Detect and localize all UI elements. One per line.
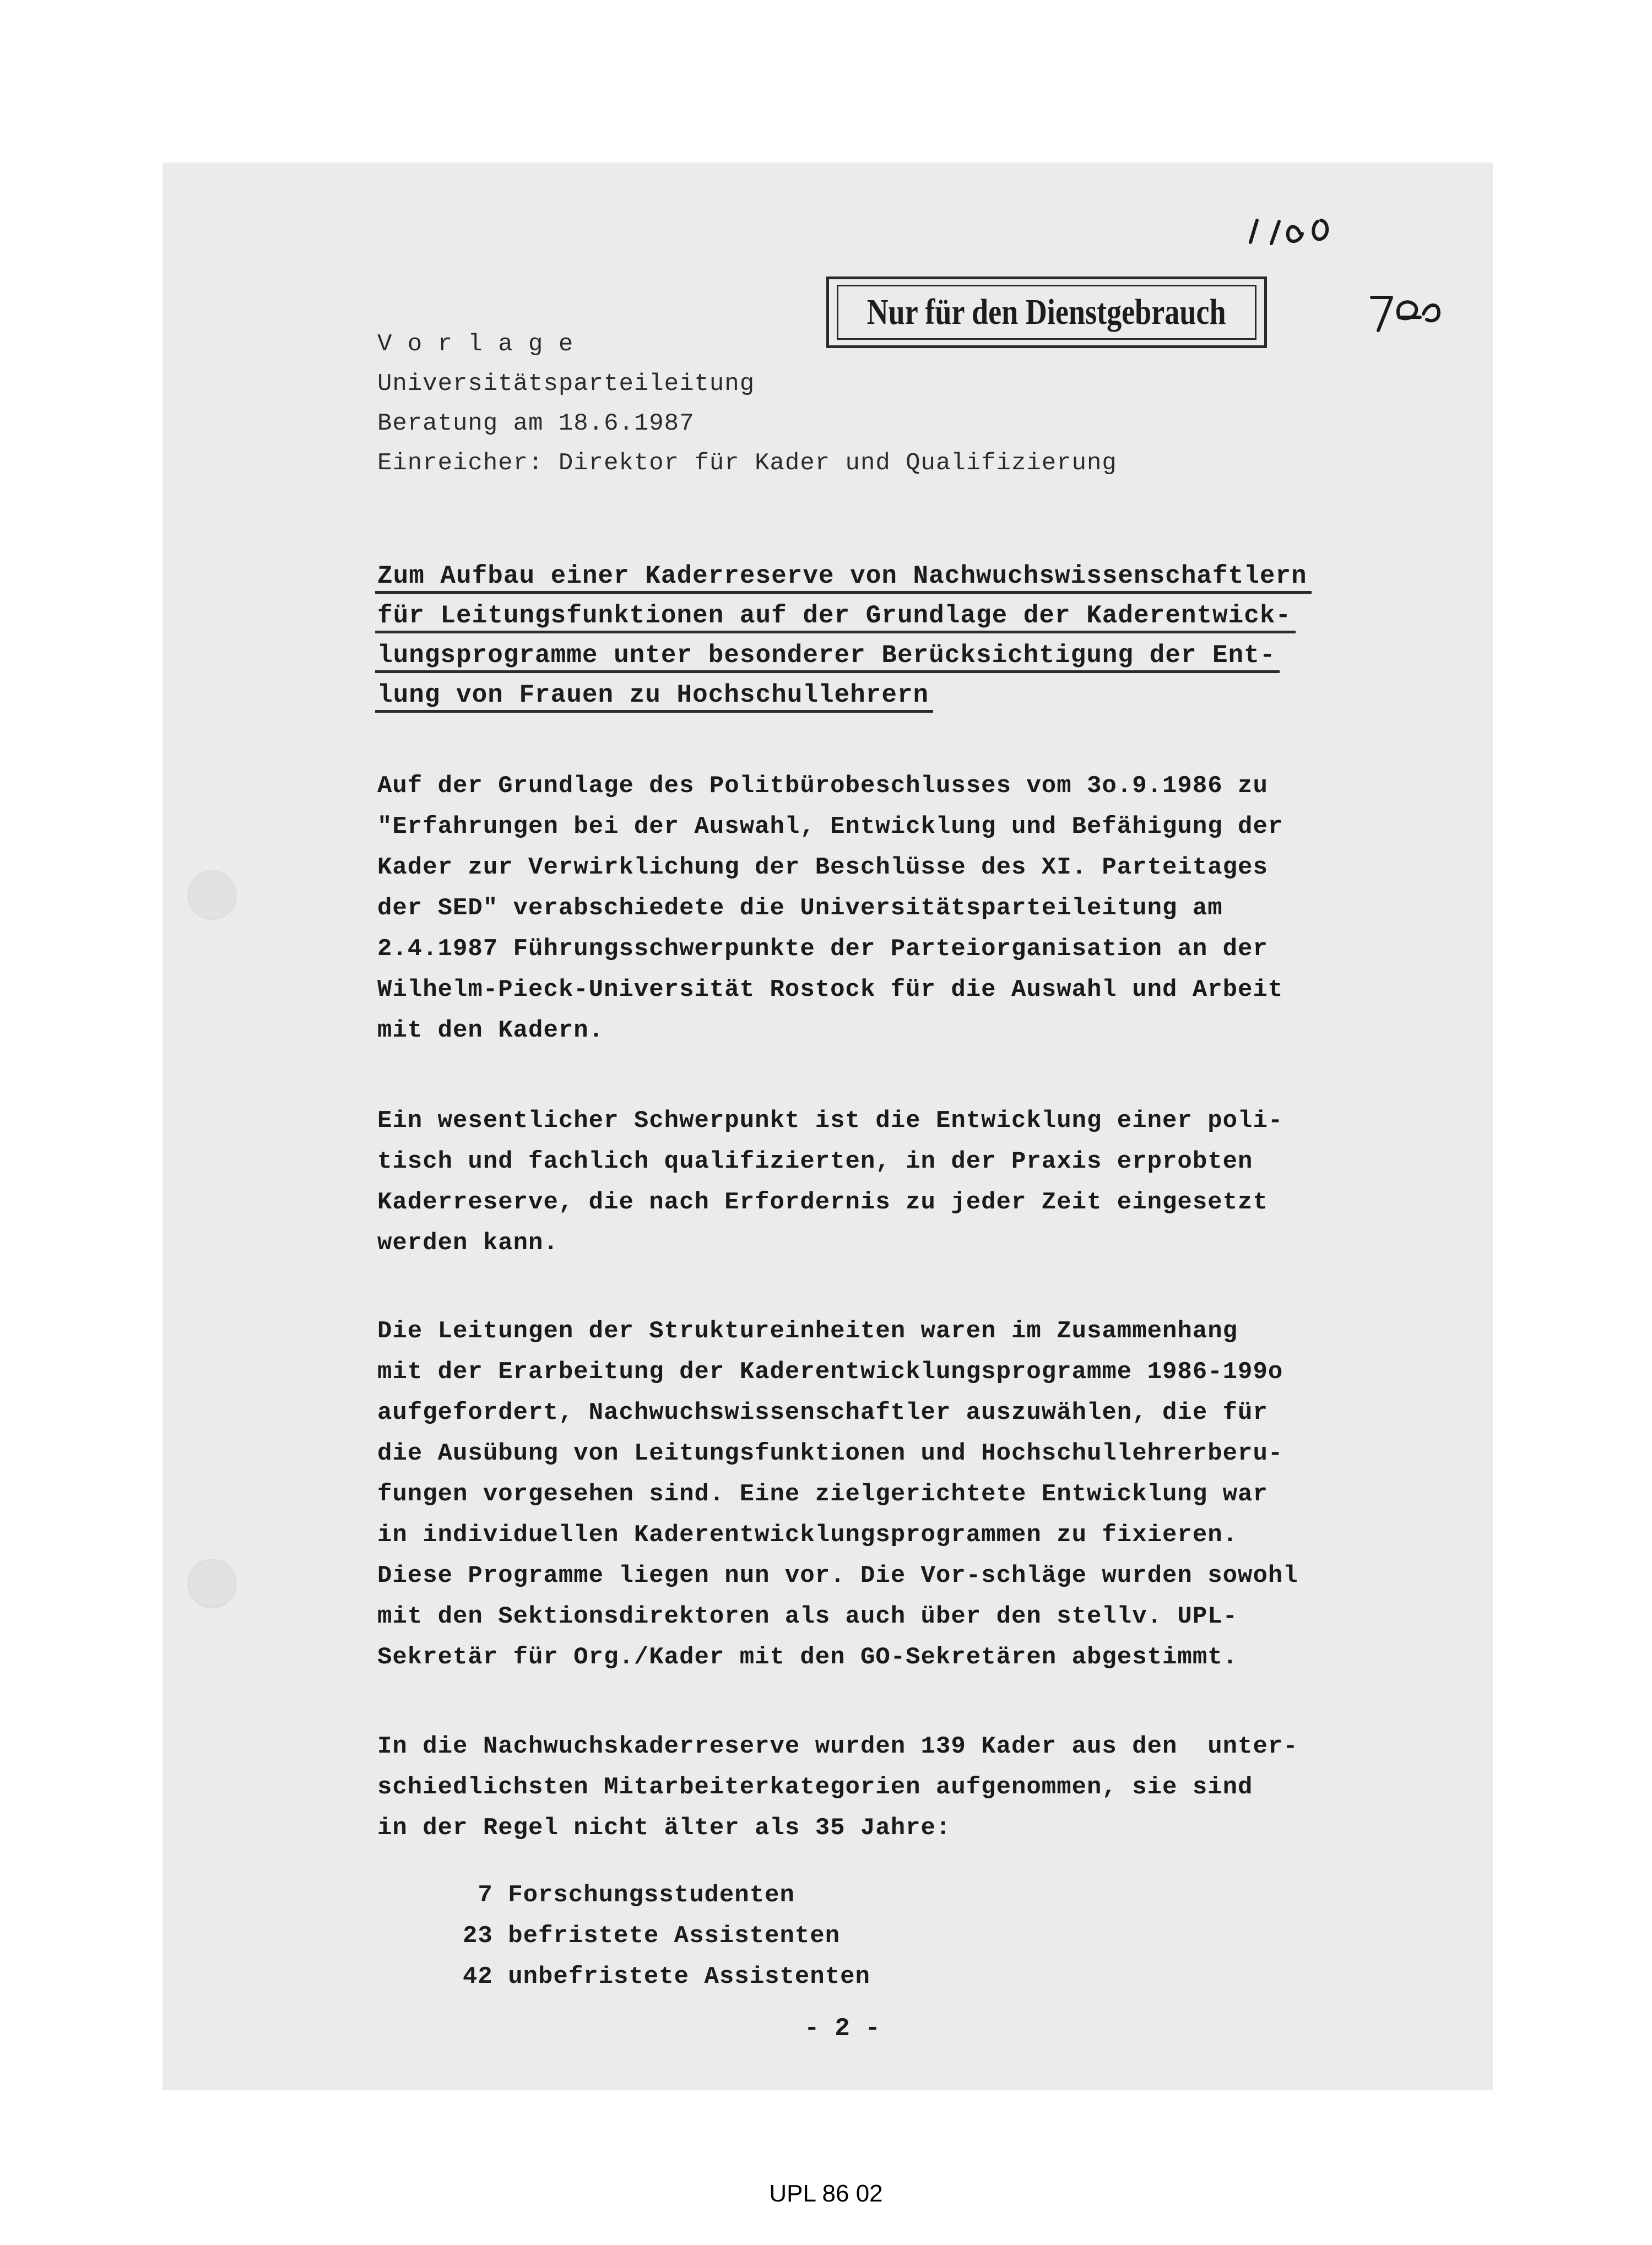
- list-label: unbefristete Assistenten: [508, 1963, 870, 1991]
- header-line: Einreicher: Direktor für Kader und Qualifizierung: [377, 449, 1117, 477]
- paragraph-line: Ein wesentlicher Schwerpunkt ist die Entwicklung einer poli-: [377, 1107, 1283, 1135]
- paragraph-line: "Erfahrungen bei der Auswahl, Entwicklung und Befähigung der: [377, 813, 1283, 840]
- paragraph-line: In die Nachwuchskaderreserve wurden 139 Kader aus den unter-: [377, 1733, 1298, 1760]
- paragraph-line: 2.4.1987 Führungsschwerpunkte der Parteiorganisation an der: [377, 935, 1268, 963]
- list-count: 42: [463, 1963, 493, 1991]
- archive-signature: UPL 86 02: [769, 2180, 883, 2207]
- subject-line: für Leitungsfunktionen auf der Grundlage der Kaderentwick-: [377, 601, 1292, 630]
- paragraph-line: mit der Erarbeitung der Kaderentwicklungsprogramme 1986-199o: [377, 1358, 1283, 1386]
- paragraph-line: Sekretär für Org./Kader mit den GO-Sekretären abgestimmt.: [377, 1644, 1238, 1671]
- header-line: Beratung am 18.6.1987: [377, 410, 695, 437]
- paragraph-line: die Ausübung von Leitungsfunktionen und Hochschullehrerberu-: [377, 1440, 1283, 1467]
- paragraph-line: Diese Programme liegen nun vor. Die Vor-schläge wurden sowohl: [377, 1562, 1298, 1590]
- subject-line: lungsprogramme unter besonderer Berücksichtigung der Ent-: [377, 641, 1276, 670]
- stamp-text: Nur für den Dienstgebrauch: [867, 292, 1227, 332]
- header-line: Universitätsparteileitung: [377, 370, 755, 398]
- subject-line: Zum Aufbau einer Kaderreserve von Nachwuchswissenschaftlern: [377, 562, 1307, 590]
- handwritten-notation: [1234, 209, 1487, 341]
- paragraph-line: Kaderreserve, die nach Erfordernis zu jeder Zeit eingesetzt: [377, 1189, 1268, 1216]
- paragraph-line: werden kann.: [377, 1229, 559, 1257]
- paragraph-line: aufgefordert, Nachwuchswissenschaftler auszuwählen, die für: [377, 1399, 1268, 1427]
- paragraph-line: der SED" verabschiedete die Universitätsparteileitung am: [377, 894, 1223, 922]
- punch-hole: [187, 1559, 237, 1608]
- list-count: 7: [478, 1881, 493, 1909]
- paragraph-line: schiedlichsten Mitarbeiterkategorien aufgenommen, sie sind: [377, 1774, 1253, 1801]
- list-count: 23: [463, 1922, 493, 1950]
- subject-line: lung von Frauen zu Hochschullehrern: [377, 681, 929, 709]
- paragraph-line: mit den Sektionsdirektoren als auch über den stellv. UPL-: [377, 1603, 1238, 1630]
- paragraph-line: mit den Kadern.: [377, 1017, 604, 1044]
- paragraph-line: fungen vorgesehen sind. Eine zielgerichtete Entwicklung war: [377, 1481, 1268, 1508]
- document-type: V o r l a g e: [377, 330, 574, 358]
- list-label: befristete Assistenten: [508, 1922, 841, 1950]
- paragraph-line: in der Regel nicht älter als 35 Jahre:: [377, 1814, 951, 1842]
- stamp-frame: [837, 285, 1256, 340]
- list-label: Forschungsstudenten: [508, 1881, 795, 1909]
- paragraph-line: Auf der Grundlage des Politbürobeschlusses vom 3o.9.1986 zu: [377, 772, 1268, 800]
- paragraph-line: Wilhelm-Pieck-Universität Rostock für die Auswahl und Arbeit: [377, 976, 1283, 1004]
- paragraph-line: Die Leitungen der Struktureinheiten waren im Zusammenhang: [377, 1317, 1238, 1345]
- paragraph-line: tisch und fachlich qualifizierten, in der Praxis erprobten: [377, 1148, 1253, 1175]
- classification-stamp: [826, 276, 1267, 348]
- paragraph-line: Kader zur Verwirklichung der Beschlüsse des XI. Parteitages: [377, 854, 1268, 881]
- paragraph-line: in individuellen Kaderentwicklungsprogrammen zu fixieren.: [377, 1521, 1238, 1549]
- page-number: - 2 -: [804, 2014, 881, 2043]
- punch-hole: [187, 870, 237, 920]
- list-item: [408, 1935, 870, 1991]
